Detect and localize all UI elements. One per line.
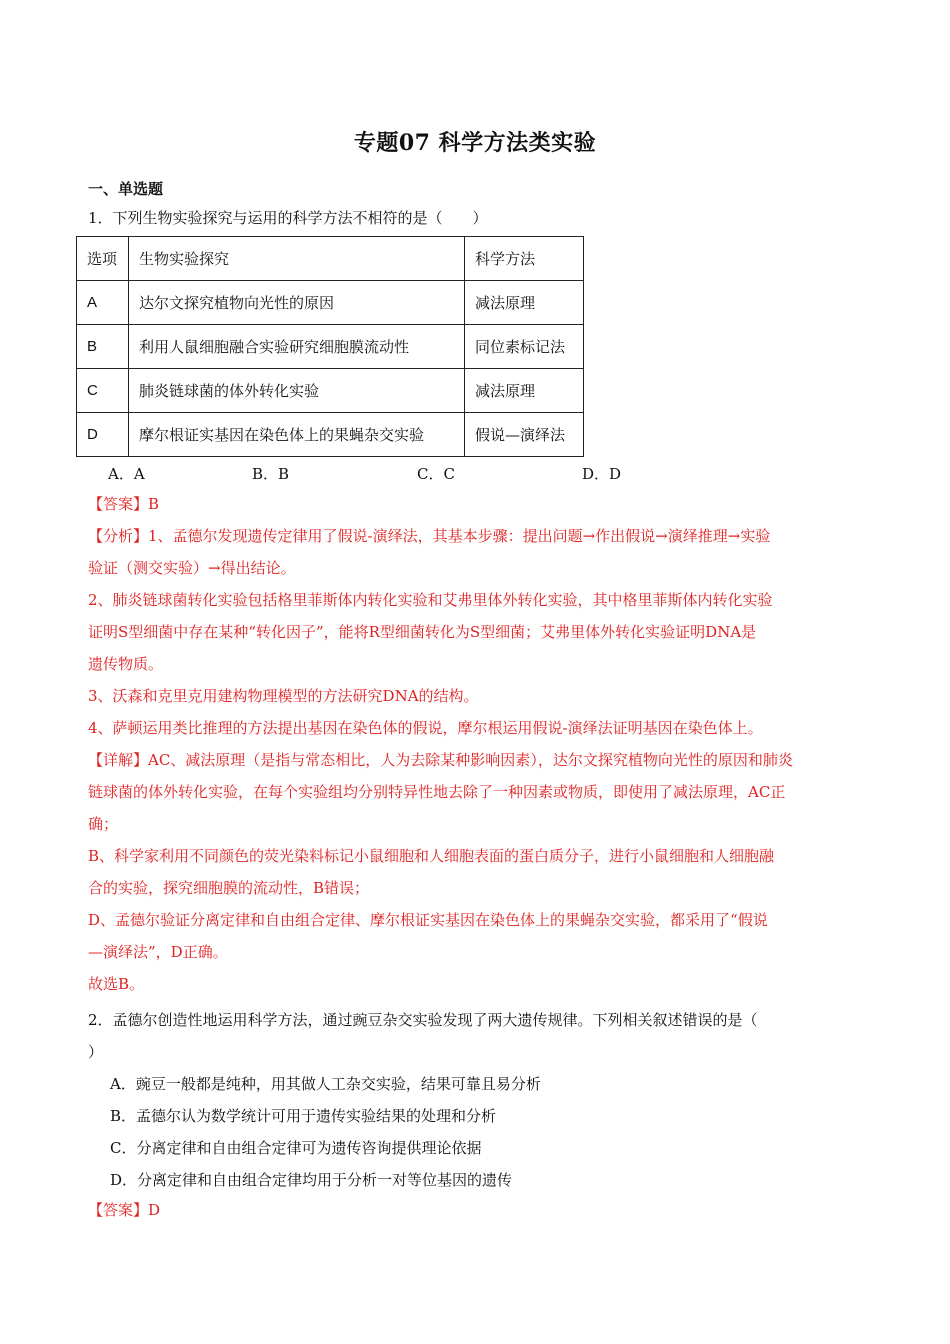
option-b: B．B xyxy=(252,465,290,483)
detail-line: D、孟德尔验证分离定律和自由组合定律、摩尔根证实基因在染色体上的果蝇杂交实验，都采用了“假说 xyxy=(88,911,768,929)
section-heading: 一、单选题 xyxy=(88,180,164,198)
analysis-line: 3、沃森和克里克用建构物理模型的方法研究DNA的结构。 xyxy=(88,687,479,705)
detail-line: 链球菌的体外转化实验，在每个实验组均分别特异性地去除了一种因素或物质，即使用了减法原理，AC正 xyxy=(88,783,786,801)
table-cell: 摩尔根证实基因在染色体上的果蝇杂交实验 xyxy=(129,413,465,457)
table-header-cell: 科学方法 xyxy=(465,237,584,281)
table-cell: 利用人鼠细胞融合实验研究细胞膜流动性 xyxy=(129,325,465,369)
detail-line: 合的实验，探究细胞膜的流动性，B错误； xyxy=(88,879,370,897)
question-2-choice-b: B．孟德尔认为数学统计可用于遗传实验结果的处理和分析 xyxy=(110,1107,497,1125)
option-c: C．C xyxy=(417,465,455,483)
option-a: A．A xyxy=(108,465,145,483)
page-title: 专题07 科学方法类实验 xyxy=(353,130,597,156)
table-cell: 达尔文探究植物向光性的原因 xyxy=(129,281,465,325)
table-cell: 同位素标记法 xyxy=(465,325,584,369)
analysis-line: 证明S型细菌中存在某种“转化因子”，能将R型细菌转化为S型细菌；艾弗里体外转化实验证明DNA是 xyxy=(88,623,757,641)
table-cell: A xyxy=(77,281,129,325)
question-2-choice-c: C．分离定律和自由组合定律可为遗传咨询提供理论依据 xyxy=(110,1139,482,1157)
table-cell: 减法原理 xyxy=(465,281,584,325)
table-cell: 肺炎链球菌的体外转化实验 xyxy=(129,369,465,413)
conclusion-line: 故选B。 xyxy=(88,975,145,993)
table-row xyxy=(77,413,584,457)
table-header-cell: 生物实验探究 xyxy=(129,237,465,281)
analysis-line: 4、萨顿运用类比推理的方法提出基因在染色体的假说，摩尔根运用假说-演绎法证明基因在染色体上。 xyxy=(88,719,763,737)
table-cell: C xyxy=(77,369,129,413)
table-row xyxy=(77,369,584,413)
question-1-stem: 1．下列生物实验探究与运用的科学方法不相符的是（ ） xyxy=(88,209,488,227)
question-2-choice-d: D．分离定律和自由组合定律均用于分析一对等位基因的遗传 xyxy=(110,1171,513,1189)
question-2-stem-line: 2．孟德尔创造性地运用科学方法，通过豌豆杂交实验发现了两大遗传规律。下列相关叙述错误的是（ xyxy=(88,1011,758,1029)
analysis-line: 2、肺炎链球菌转化实验包括格里菲斯体内转化实验和艾弗里体外转化实验，其中格里菲斯体内转化实验 xyxy=(88,591,773,609)
question-2-stem-line: ） xyxy=(88,1043,104,1061)
table-header-cell: 选项 xyxy=(77,237,129,281)
analysis-line: 【分析】1、孟德尔发现遗传定律用了假说-演绎法，其基本步骤：提出问题→作出假说→演绎推理→实验 xyxy=(88,527,771,545)
table-cell: 减法原理 xyxy=(465,369,584,413)
detail-line: —演绎法”，D正确。 xyxy=(88,943,228,961)
table-cell: B xyxy=(77,325,129,369)
question-2-answer: 【答案】D xyxy=(88,1201,161,1219)
analysis-line: 遗传物质。 xyxy=(88,655,164,673)
question-2-stem xyxy=(88,1010,863,1062)
question-1-answer-block xyxy=(88,488,863,1000)
table-cell: 假说—演绎法 xyxy=(465,413,584,457)
table-cell: D xyxy=(77,413,129,457)
question-2-choice-a: A．豌豆一般都是纯种，用其做人工杂交实验，结果可靠且易分析 xyxy=(110,1075,541,1093)
detail-line: B、科学家利用不同颜色的荧光染料标记小鼠细胞和人细胞表面的蛋白质分子，进行小鼠细胞和人细胞融 xyxy=(88,847,775,865)
question-1-table xyxy=(76,236,584,457)
table-row xyxy=(77,325,584,369)
detail-line: 【详解】AC、减法原理（是指与常态相比，人为去除某种影响因素），达尔文探究植物向光性的原因和肺炎 xyxy=(88,751,793,769)
table-header-row xyxy=(77,237,584,281)
option-d: D．D xyxy=(582,465,622,483)
table-row xyxy=(77,281,584,325)
analysis-line: 验证（测交实验）→得出结论。 xyxy=(88,559,296,577)
answer-text: 【答案】B xyxy=(88,495,160,513)
detail-line: 确； xyxy=(88,815,119,833)
